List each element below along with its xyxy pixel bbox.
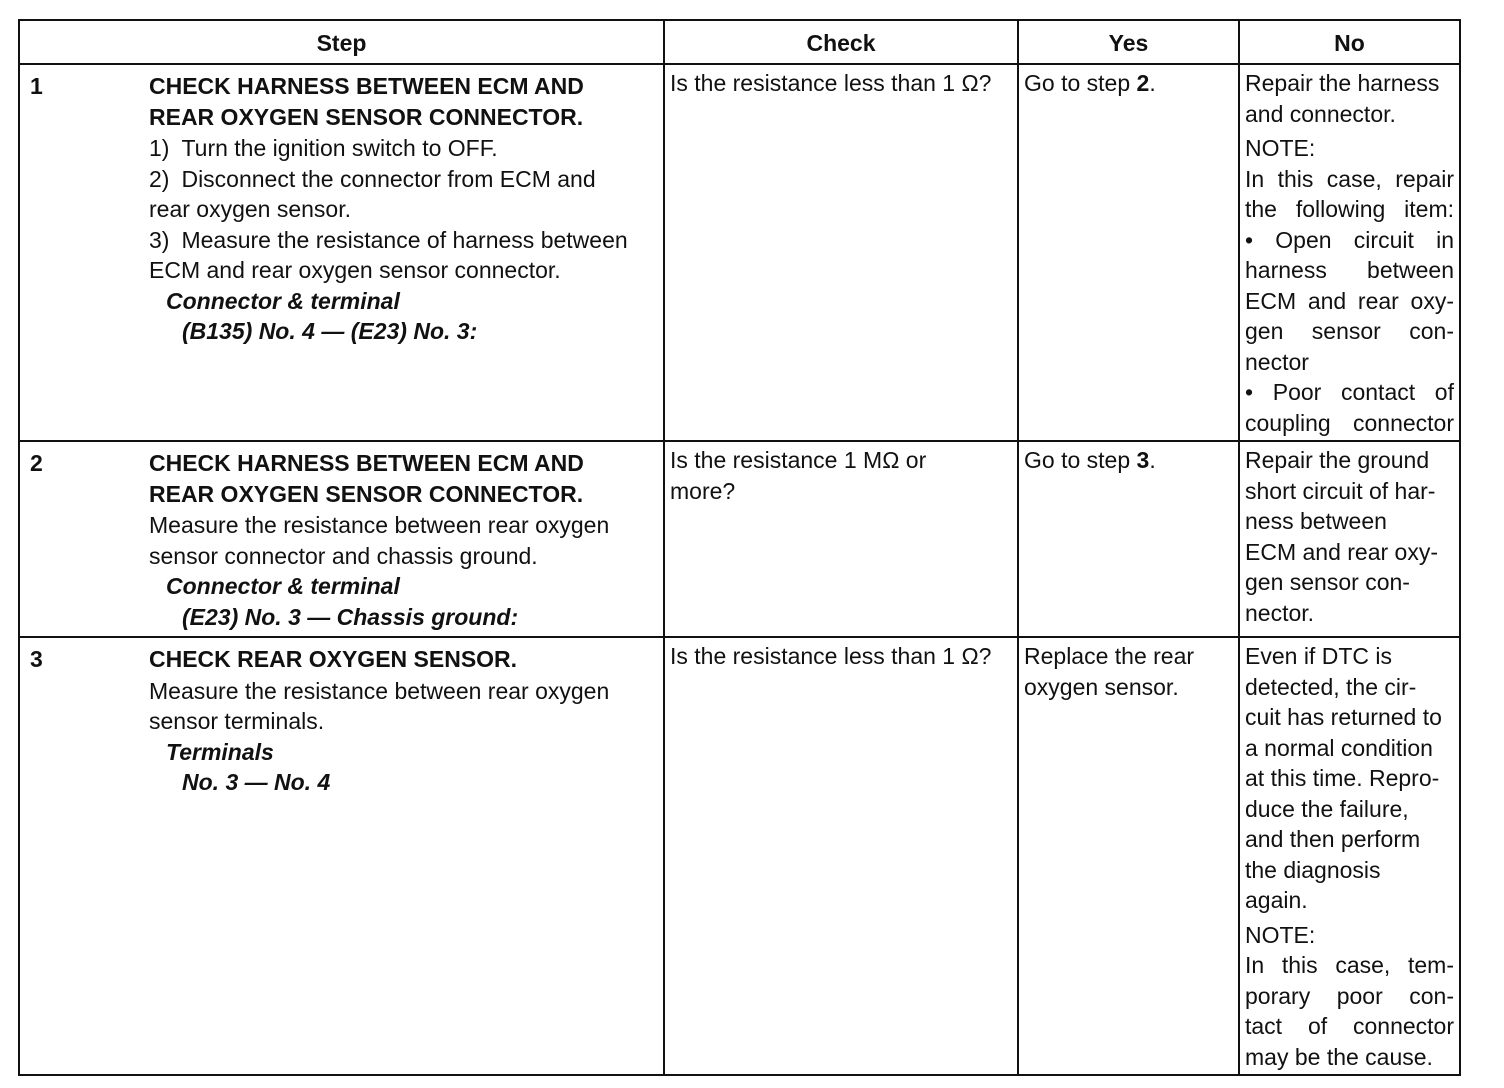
sub-step-number: 3) (149, 226, 170, 253)
step-instruction (149, 255, 653, 286)
no-line: cuit has returned to (1245, 704, 1442, 730)
diagnostic-table (18, 19, 1461, 1076)
no-line: and connector. (1245, 100, 1396, 127)
spec-value: No. 3 — No. 4 (182, 769, 331, 795)
check-cell (664, 637, 1018, 1075)
note-line: In this case, repair (1245, 165, 1454, 192)
step-number: 2 (30, 450, 43, 476)
spec-value: (B135) No. 4 — (E23) No. 3: (182, 318, 478, 344)
no-line: short circuit of har- (1245, 477, 1436, 504)
header-no: No (1239, 20, 1460, 64)
step-title (149, 71, 653, 132)
no-text (1245, 641, 1454, 916)
note-text (1245, 164, 1454, 439)
check-line: Is the resistance 1 MΩ or (670, 447, 927, 473)
note-text (1245, 950, 1454, 1072)
spec-value: (E23) No. 3 — Chassis ground: (182, 603, 519, 630)
step-title-line: CHECK HARNESS BETWEEN ECM AND (149, 73, 584, 99)
no-line: again. (1245, 887, 1308, 913)
spec-label: Connector & terminal (166, 287, 400, 314)
step-title-line: CHECK REAR OXYGEN SENSOR. (149, 646, 518, 672)
no-line: ness between (1245, 508, 1387, 534)
sub-step-number: 2) (149, 165, 170, 192)
no-text (1245, 68, 1454, 129)
yes-line: oxygen sensor. (1024, 673, 1179, 700)
step-title (149, 644, 653, 675)
note-line: coupling connector (1245, 409, 1454, 436)
step-cell (19, 441, 664, 637)
step-number: 1 (30, 73, 43, 99)
table-row (19, 637, 1460, 1075)
step-instruction: sensor terminals. (149, 708, 325, 734)
no-cell (1239, 64, 1460, 441)
step-body (149, 71, 653, 347)
yes-suffix: . (1149, 70, 1156, 96)
step-body (149, 644, 653, 798)
no-line: nector. (1245, 599, 1315, 626)
no-line: Repair the ground (1245, 447, 1430, 473)
check-text: Is the resistance less than 1 Ω? (670, 70, 992, 96)
note-line: gen sensor con- (1245, 318, 1454, 344)
check-text: Is the resistance less than 1 Ω? (670, 643, 992, 669)
note-label: NOTE: (1245, 135, 1316, 161)
no-cell (1239, 637, 1460, 1075)
spec-label: Connector & terminal (166, 573, 400, 599)
sub-step-text: ECM and rear oxygen sensor connector. (149, 257, 561, 283)
yes-text (1024, 68, 1233, 99)
sub-step-number: 1) (149, 135, 170, 161)
sub-step-text: Turn the ignition switch to OFF. (181, 135, 498, 161)
step-number: 3 (30, 646, 43, 672)
header-row (19, 20, 1460, 64)
yes-step-ref: 2 (1136, 70, 1150, 96)
note-line: ECM and rear oxy- (1245, 287, 1454, 314)
no-line: at this time. Repro- (1245, 765, 1440, 791)
no-line: the diagnosis (1245, 856, 1381, 883)
note-line: nector (1245, 348, 1309, 375)
step-title-line: REAR OXYGEN SENSOR CONNECTOR. (149, 480, 584, 507)
step-instruction (149, 164, 653, 195)
sub-step-text: rear oxygen sensor. (149, 196, 352, 222)
yes-prefix: Go to step (1024, 70, 1137, 96)
note-label: NOTE: (1245, 921, 1316, 948)
check-cell (664, 64, 1018, 441)
note-line: the following item: (1245, 196, 1454, 222)
step-instruction: Measure the resistance between rear oxygen (149, 677, 610, 704)
note-line: may be the cause. (1245, 1043, 1433, 1070)
header-step: Step (19, 20, 664, 64)
yes-cell (1018, 64, 1239, 441)
note-line: tact of connector (1245, 1013, 1454, 1039)
yes-suffix: . (1149, 447, 1156, 473)
no-line: and then perform (1245, 826, 1421, 852)
sub-step-text: Measure the resistance of harness between (181, 226, 628, 253)
step-instruction (149, 225, 653, 256)
step-body (149, 448, 653, 632)
no-line: a normal condition (1245, 734, 1433, 761)
sub-step-text: Disconnect the connector from ECM and (181, 165, 596, 192)
note-line: In this case, tem- (1245, 952, 1454, 978)
yes-prefix: Go to step (1024, 447, 1137, 473)
spec-label: Terminals (166, 738, 274, 765)
no-line: Repair the harness (1245, 70, 1440, 96)
step-title-line: CHECK HARNESS BETWEEN ECM AND (149, 450, 584, 476)
check-cell (664, 441, 1018, 637)
note-line: harness between (1245, 257, 1454, 283)
header-yes: Yes (1018, 20, 1239, 64)
step-instruction: sensor connector and chassis ground. (149, 542, 538, 569)
step-cell (19, 637, 664, 1075)
yes-cell (1018, 637, 1239, 1075)
step-instruction: Measure the resistance between rear oxygen (149, 512, 610, 538)
no-line: detected, the cir- (1245, 673, 1417, 700)
step-title (149, 448, 653, 509)
table-row (19, 441, 1460, 637)
yes-step-ref: 3 (1136, 447, 1150, 473)
no-cell (1239, 441, 1460, 637)
no-line: gen sensor con- (1245, 569, 1410, 595)
step-instruction (149, 194, 653, 225)
header-check: Check (664, 20, 1018, 64)
yes-cell (1018, 441, 1239, 637)
step-title-line: REAR OXYGEN SENSOR CONNECTOR. (149, 103, 584, 130)
step-cell (19, 64, 664, 441)
step-instruction (149, 133, 653, 164)
table-row (19, 64, 1460, 441)
yes-text (1024, 445, 1233, 476)
no-line: Even if DTC is (1245, 643, 1392, 669)
no-line: ECM and rear oxy- (1245, 538, 1439, 565)
check-line: more? (670, 477, 736, 504)
note-line: • Poor contact of (1245, 379, 1454, 405)
yes-line: Replace the rear (1024, 643, 1195, 669)
note-line: • Open circuit in (1245, 226, 1454, 253)
no-line: duce the failure, (1245, 795, 1409, 822)
note-line: porary poor con- (1245, 982, 1454, 1009)
